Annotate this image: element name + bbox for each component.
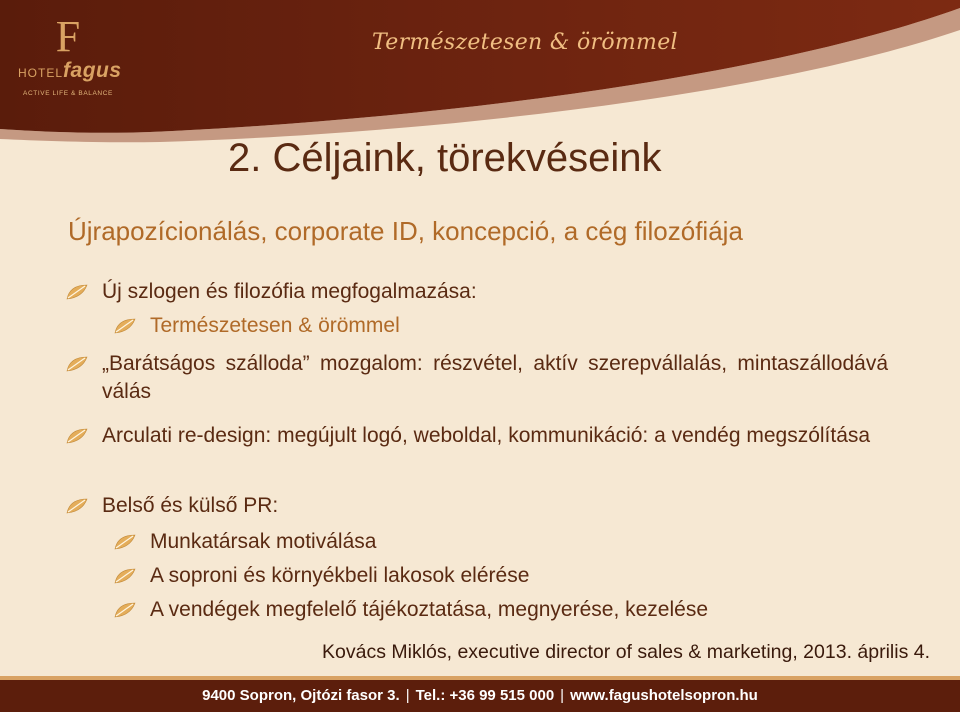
footer-separator: | [560, 687, 565, 704]
list-item: Munkatársak motiválása [150, 530, 377, 553]
footer-website-link[interactable]: www.fagushotelsopron.hu [570, 687, 758, 704]
logo-wordmark [18, 59, 122, 84]
list-item: „Barátságos szálloda” mozgalom: részvétel, aktív szerepvállalás, mintaszállodává válás [102, 352, 888, 403]
leaf-icon [66, 356, 88, 372]
list-item: Új szlogen és filozófia megfogalmazása: [102, 280, 477, 303]
list-item: A vendégek megfelelő tájékoztatása, megnyerése, kezelése [150, 598, 709, 621]
leaf-icon [114, 568, 136, 584]
footer-phone: Tel.: +36 99 515 000 [415, 687, 555, 704]
presenter-credit: Kovács Miklós, executive director of sales & marketing, 2013. április 4. [322, 641, 931, 663]
leaf-icon [114, 534, 136, 550]
logo-fagus: fagus [63, 59, 122, 82]
logo-mark: F [55, 12, 81, 61]
slide-footer [0, 676, 960, 712]
hotel-fagus-logo [18, 12, 122, 114]
slide-subtitle: Újrapozícionálás, corporate ID, koncepció, a cég filozófiája [68, 216, 743, 246]
logo-hotel: HOTEL [18, 66, 64, 80]
header-slogan: Természetesen & örömmel [372, 30, 678, 55]
slide-title: 2. Céljaink, törekvéseink [228, 136, 662, 180]
list-item: A soproni és környékbeli lakosok elérése [150, 564, 530, 587]
leaf-icon [114, 318, 136, 334]
logo-tagline: ACTIVE LIFE & BALANCE [23, 90, 113, 97]
list-item: Természetesen & örömmel [150, 314, 400, 337]
footer-separator: | [405, 687, 410, 704]
leaf-icon [114, 602, 136, 618]
footer-address: 9400 Sopron, Ojtózi fasor 3. [202, 687, 400, 704]
leaf-icon [66, 428, 88, 444]
list-item: Arculati re-design: megújult logó, weboldal, kommunikáció: a vendég megszólítása [102, 424, 871, 447]
leaf-icon [66, 284, 88, 300]
list-item: Belső és külső PR: [102, 494, 279, 517]
leaf-icon [66, 498, 88, 514]
